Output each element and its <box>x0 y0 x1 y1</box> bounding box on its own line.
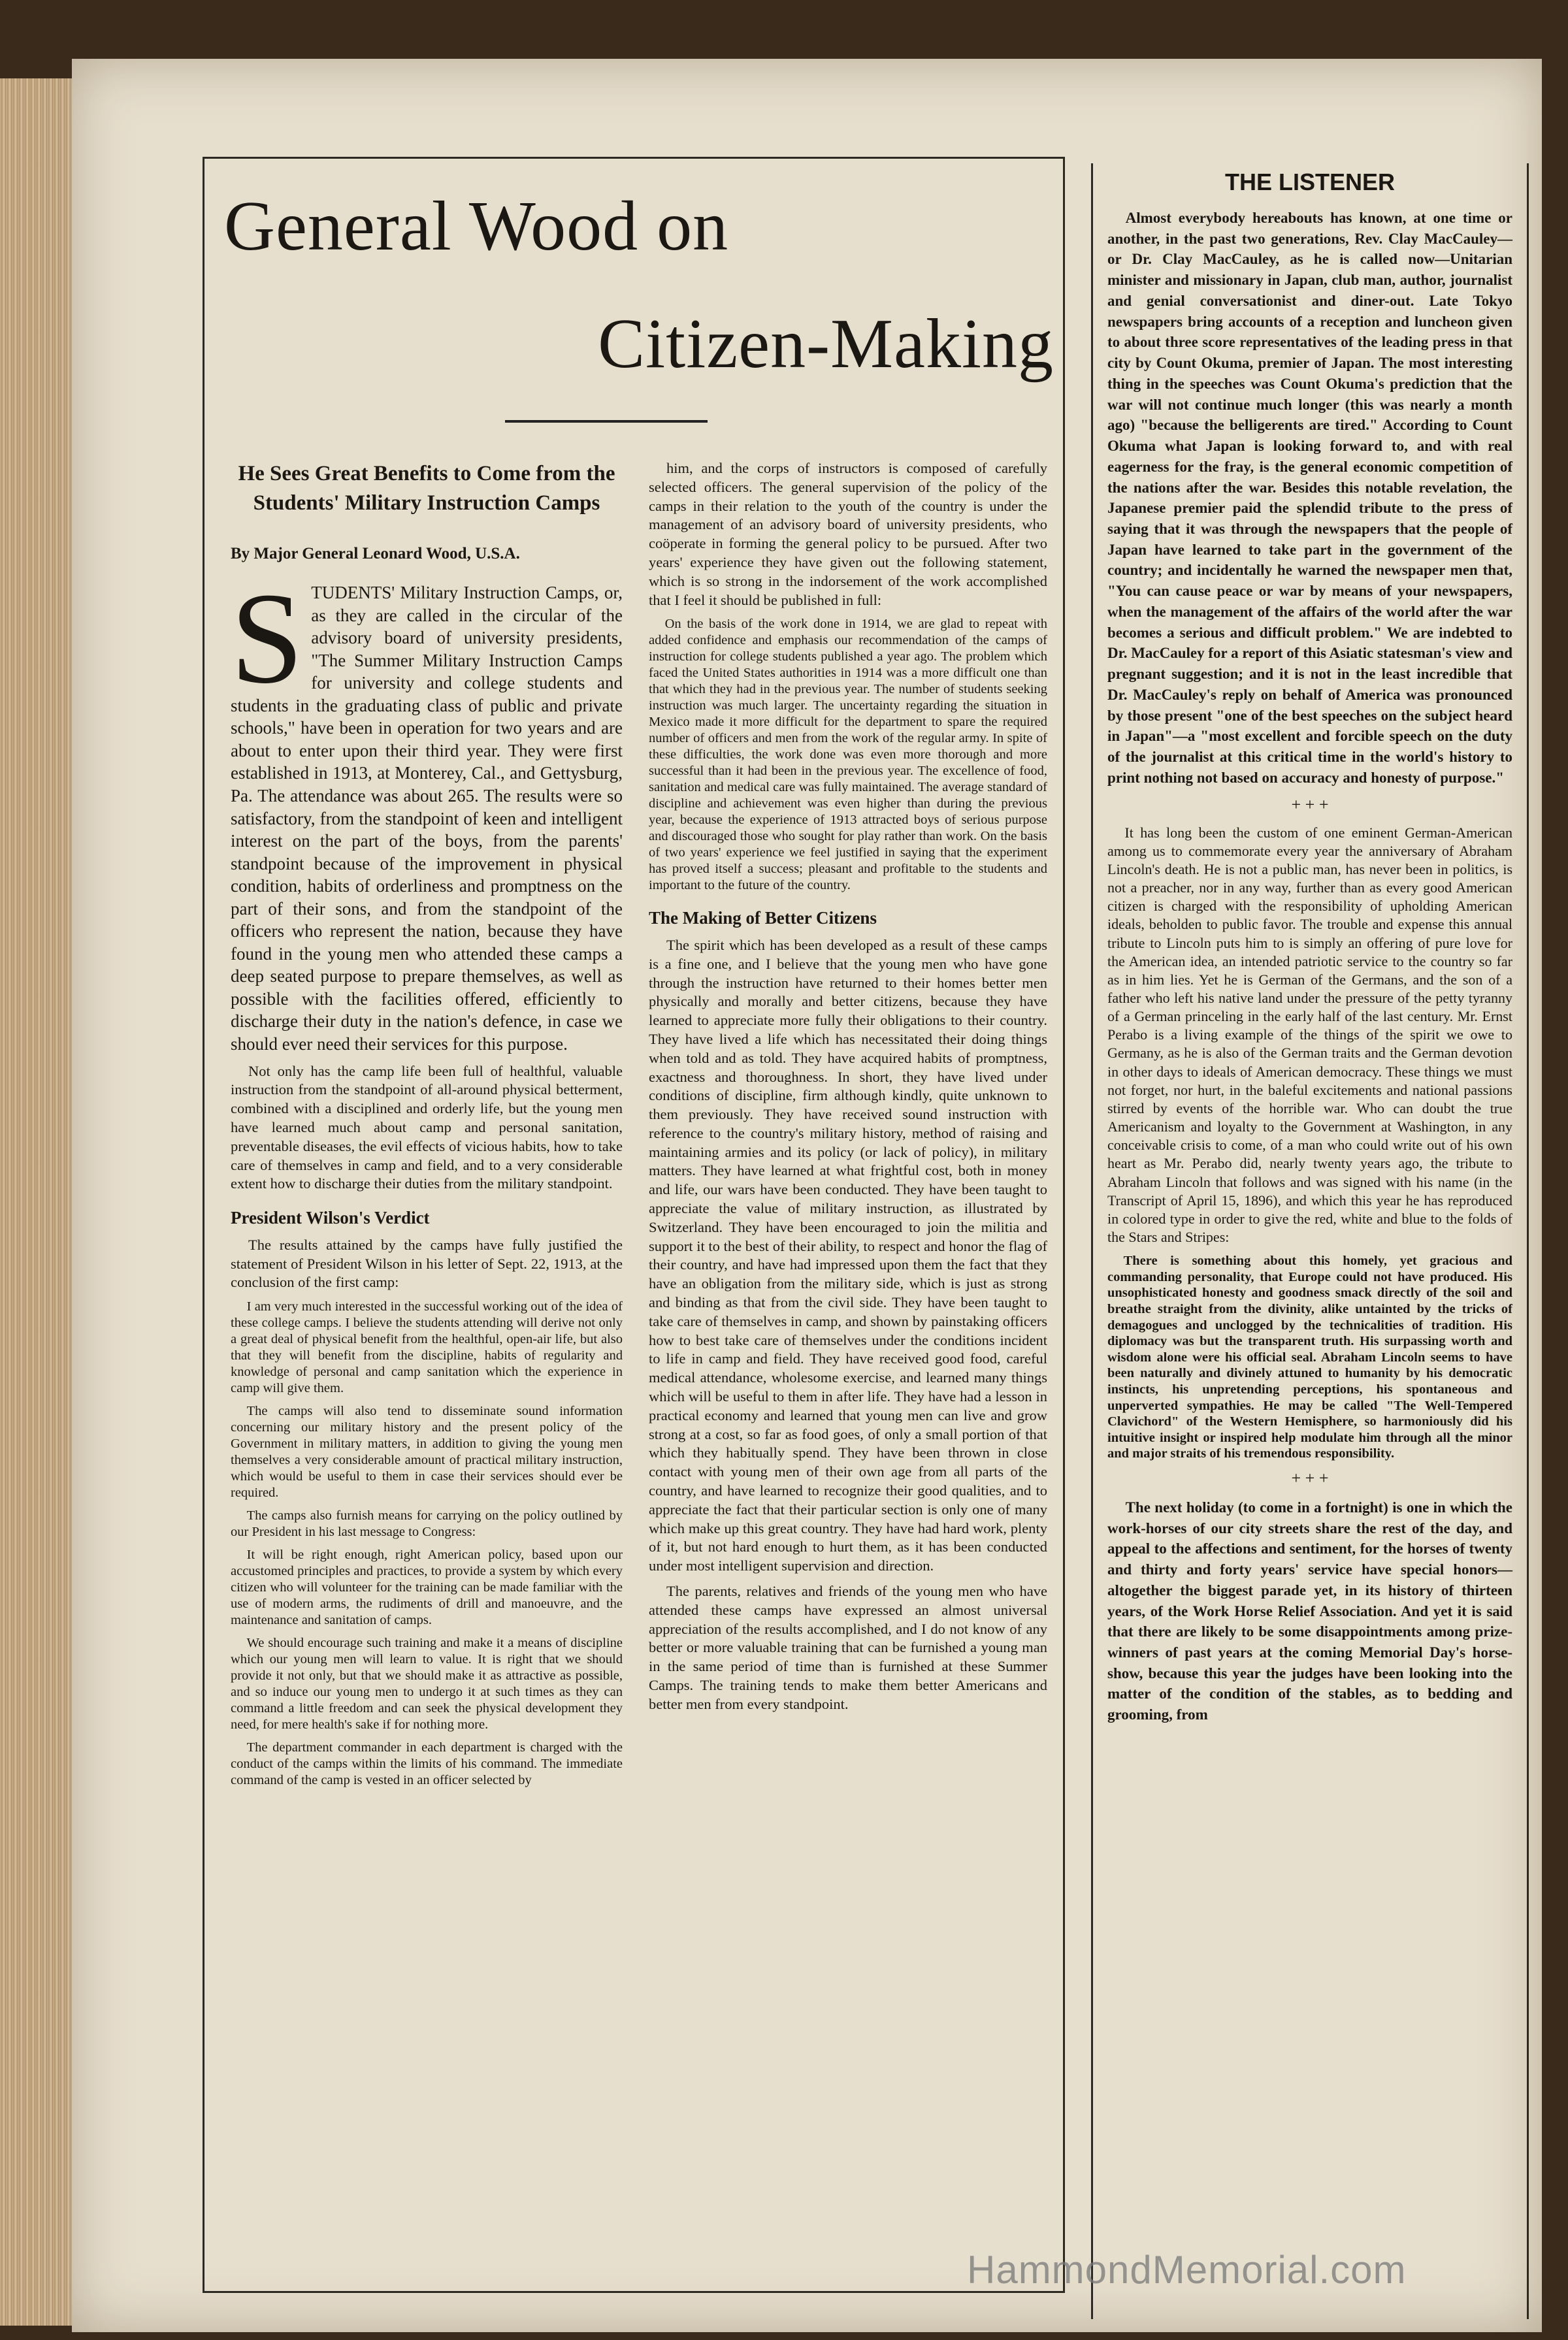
section-divider: + + + <box>1291 1468 1329 1487</box>
article-byline: By Major General Leonard Wood, U.S.A. <box>231 545 520 563</box>
article-paragraph: The parents, relatives and friends of the young men who have attended these camps have expressed an almost universal appreciation of the results accomplished, and I do not know of any better or more valuable training that can be furnished a young man in the same period of time than is furnished at these Summer Camps. The training tends to make them better Americans and better men from every standpoint. <box>649 1583 1047 1712</box>
article-paragraph: him, and the corps of instructors is composed of carefully selected officers. The general supervision of the policy of the camps in their relation to the youth of the country is under the management of an advisory board of university presidents, who coöperate in forming the general policy to be pursued. After two years' experience they have given out the following statement, which is so strong in the indorsement of the work accomplished that I feel it should be published in full: <box>649 460 1047 608</box>
headline-rule <box>505 420 708 423</box>
book-page-edges <box>0 78 78 2326</box>
headline-line-2: Citizen-Making <box>598 305 1054 383</box>
quote-paragraph: It will be right enough, right American policy, based upon our accustomed principles and practices, to provide a system by which every citizen who will volunteer for the training can be made familiar with the use of modern arms, the rudiments of drill and manoeuvre, and the maintenance and sanitation of camps. <box>231 1548 623 1628</box>
article-deck: He Sees Great Benefits to Come from the Students' Military Instruction Camps <box>238 462 615 515</box>
article-paragraph: The spirit which has been developed as a result of these camps is a fine one, and I believe that the young men who have gone through the instruction have returned to their homes better men physically and morally and better citizens, because they have learned to appreciate more fully their obligations to their country. They have lived a life which has necessitated their doing things when told and as told. They have acquired habits of promptness, exactness and thoroughness. In short, they have lived under conditions of discipline, firm although kindly, quite unknown to them previously. They have received sound instruction with reference to the country's military history, method of raising and maintaining armies and its policy (or lack of policy), in military matters. They have learned at what frightful cost, both in money and life, our wars have been conducted. They have been taught to appreciate the value of military instruction, as illustrated by Switzerland. They have been encouraged to join the militia and support it to the best of their ability, to respect and honor the flag of their country, and have had impressed upon them the fact that they have an obligation from the military side, which is just as strong and binding as that from the civil side. They have been taught to take care of themselves in camp, and shown by painstaking officers how to best take care of themselves under the conditions incident to life in camp and field. They have received good food, careful medical attendance, wholesome exercise, and learned many things which will be useful to them in after life. They have had a lesson in practical economy and learned that young men can live and grow strong at a cost, so far as food goes, of only a small portion of that which they habitually spend. They have been thrown in close contact with young men of their own age from all parts of the country, and have learned to recognize their good qualities, and to appreciate the fact that their particular section is only one of many which make up this great country. They have had hard work, plenty of it, but not hard enough to hurt them, as it has been conducted under most intelligent supervision and direction. <box>649 936 1047 1574</box>
listener-column <box>1091 163 1529 2319</box>
subhead-better-citizens: The Making of Better Citizens <box>649 908 877 928</box>
article-column-2 <box>649 459 1047 2282</box>
quote-paragraph: On the basis of the work done in 1914, we are glad to repeat with added confidence and emphasis our recommendation of the camps of instruction for college students published a year ago. The problem which faced the United States authorities in 1914 was a more difficult one than that which they had in the previous year. The number of students seeking instruction was much larger. The uncertainty regarding the situation in Mexico made it more difficult for the department to spare the required number of officers and men from the work of the regular army. In spite of these difficulties, the work done was even more thorough and more successful than it had been in the previous year. The excellence of food, sanitation and medical care was fully maintained. The average standard of discipline and achievement was even higher than during the previous year, because the experience of 1913 attracted boys of serious purpose and discouraged those who sought for play rather than work. On the basis of two years' experience we feel justified in saying that the experiment has proved itself a success; pleasant and profitable to the students and important to the future of the country. <box>649 617 1047 893</box>
lead-text: TUDENTS' Military Instruction Camps, or, as they are called in the circular of the advisory board of university presidents, "The Summer Military Instruction Camps for university and college students and students in the graduating class of public and private schools," have been in operation for two years and are about to enter upon their third year. They were first established in 1913, at Monterey, Cal., and Gettysburg, Pa. The attendance was about 265. The results were so satisfactory, from the standpoint of keen and intelligent interest on the part of the boys, from the parents' standpoint because of the improvement in physical condition, habits of orderliness and promptness on the part of their sons, and from the standpoint of the officers who represent the nation, because they have found in the young men who attended these camps a deep seated purpose to prepare themselves, as well as possible with the facilities offered, efficiently to discharge their duty in the nation's defence, in case we should ever need their services for this purpose. <box>231 583 623 1054</box>
quote-paragraph: The camps will also tend to disseminate sound information concerning our military history and the present policy of the Government in military matters, in addition to giving the young men themselves a very considerable amount of practical military instruction, which would be useful to them in case their services should ever be required. <box>231 1404 623 1501</box>
headline-line-1: General Wood on <box>224 187 729 265</box>
listener-paragraph: The next holiday (to come in a fortnight) is one in which the work-horses of our city streets share the rest of the day, and appeal to the affections and sentiment, for the horses of twenty and thirty and forty years' service have special honors—altogether the biggest parade yet, in its history of thirteen years, of the Work Horse Relief Association. And yet it is said that there are likely to be some disappointments among prize-winners of past years at the coming Memorial Day's horse-show, because this year the judges have been looking into the matter of the condition of the stables, as to bedding and grooming, from <box>1107 1499 1512 1723</box>
watermark: HammondMemorial.com <box>967 2248 1407 2292</box>
listener-paragraph: Almost everybody hereabouts has known, at one time or another, in the past two generations, Rev. Clay MacCauley— or Dr. Clay MacCauley, as he is called now—Unitarian minister and missionary in Japan, club man, author, journalist and genial conversationist and diner-out. Late Tokyo newspapers bring accounts of a reception and luncheon given to about three score representatives of the leading press in that city by Count Okuma, premier of Japan. The most interesting thing in the speeches was Count Okuma's prediction that the war will not continue much longer (this was nearly a month ago) "because the belligerents are tired." According to Count Okuma what Japan is looking forward to, and with real eagerness for the fray, is the general economic competition of the nations after the war. Besides this notable revelation, the Japanese premier paid the splendid tribute to the press of saying that it was through the newspapers that the people of Japan have learned to take part in the government of the country; and incidentally he warned the newspaper men that, "You can cause peace or war by means of your newspapers, when the management of the affairs of the world after the war becomes a serious and difficult problem." We are indebted to Dr. MacCauley for a report of this Asiatic statesman's view and pregnant suggestion; and it is not in the least incredible that Dr. MacCauley's reply on behalf of America was pronounced by those present "one of the best speeches on the subject heard in Japan"—a "most excellent and forcible speech on the duty of the journalist at this critical time in the world's history to print nothing not based on accuracy and honesty of purpose." <box>1107 210 1512 786</box>
drop-cap: S <box>231 566 304 711</box>
lead-paragraph <box>231 566 623 1055</box>
article-column-1 <box>231 459 623 2282</box>
article-paragraph: Not only has the camp life been full of healthful, valuable instruction from the standpoint of all-around physical betterment, combined with a disciplined and orderly life, but the young men have learned much about camp and personal sanitation, preventable diseases, the evil effects of vicious habits, how to take care of themselves in camp and field, and to a very considerable extent how to discharge their duties from the military standpoint. <box>231 1062 623 1192</box>
listener-paragraph: It has long been the custom of one eminent German-American among us to commemorate every year the anniversary of Abraham Lincoln's death. He is not a public man, has never been in politics, is not a preacher, nor in any way, further than as every good American citizen is charged with the responsibility of upholding American ideals, beholden to public favor. The trouble and expense this annual tribute to Lincoln puts him to is simply an offering of pure love for the American idea, an intended patriotic service to the country so far as in him lies. Yet he is German of the Germans, and the son of a father who left his native land under the pressure of the petty tyranny of a German princeling in the early half of the last century. Mr. Ernst Perabo is a living example of the things of the spirit we owe to Germany, as he is also of the German traits and the German devotion in other days to ideals of American democracy. These things we must not forget, nor hurt, in the baleful excitements and national passions stirred by events of the horrible war. Who can doubt the true Americanism and loyalty to the Government at Washington, in any conceivable crisis to come, of a man who could write out of his own heart as Mr. Perabo did, nearly twenty years ago, the tribute to Abraham Lincoln that follows and was signed with his name (in the Transcript of April 15, 1896), and which this year he has reproduced in colored type in order to give the red, white and blue to the folds of the Stars and Stripes: <box>1107 824 1512 1245</box>
article-paragraph: The results attained by the camps have fully justified the statement of President Wilson in his letter of Sept. 22, 1913, at the conclusion of the first camp: <box>231 1236 623 1291</box>
quote-paragraph: We should encourage such training and make it a means of discipline which our young men will learn to value. It is right that we should provide it not only, but that we should make it as attractive as possible, and so induce our young men to undergo it at such times as they can command a little freedom and can seek the physical development they need, for mere health's sake if for nothing more. <box>231 1636 623 1732</box>
quote-paragraph: I am very much interested in the successful working out of the idea of these college camps. I believe the students attending will derive not only a great deal of physical benefit from the healthful, open-air life, but also that they will benefit from the discipline, habits of regularity and knowledge of personal and camp sanitation which the experience in camp will give them. <box>231 1299 623 1396</box>
listener-title: THE LISTENER <box>1224 169 1395 195</box>
article-frame <box>203 157 1065 2293</box>
subhead-wilson: President Wilson's Verdict <box>231 1208 430 1228</box>
listener-quote: There is something about this homely, yet gracious and commanding personality, that Europe could not have produced. His unsophisticated honesty and goodness smack directly of the soil and breathe straight from the divinity, alike untainted by the tricks of demagogues and unclogged by the technicalities of tradition. His diplomacy was but the transparent truth. His surpassing worth and wisdom alone were his official seal. Abraham Lincoln seems to have been naturally and divinely attuned to humanity by his democratic instincts, his unpretending perceptions, his spontaneous and unperverted sympathies. He may be called "The Well-Tempered Clavichord" of the Western Hemisphere, so harmoniously did his intuitive insight or inspired help modulate him through all the minor and major straits of his tremendous responsibility. <box>1107 1254 1512 1461</box>
quote-paragraph: The camps also furnish means for carrying on the policy outlined by our President in his last message to Congress: <box>231 1508 623 1540</box>
quote-paragraph: The department commander in each department is charged with the conduct of the camps within the limits of his command. The immediate command of the camp is vested in an officer selected by <box>231 1740 623 1788</box>
section-divider: + + + <box>1291 794 1329 814</box>
newspaper-page <box>72 59 1542 2332</box>
